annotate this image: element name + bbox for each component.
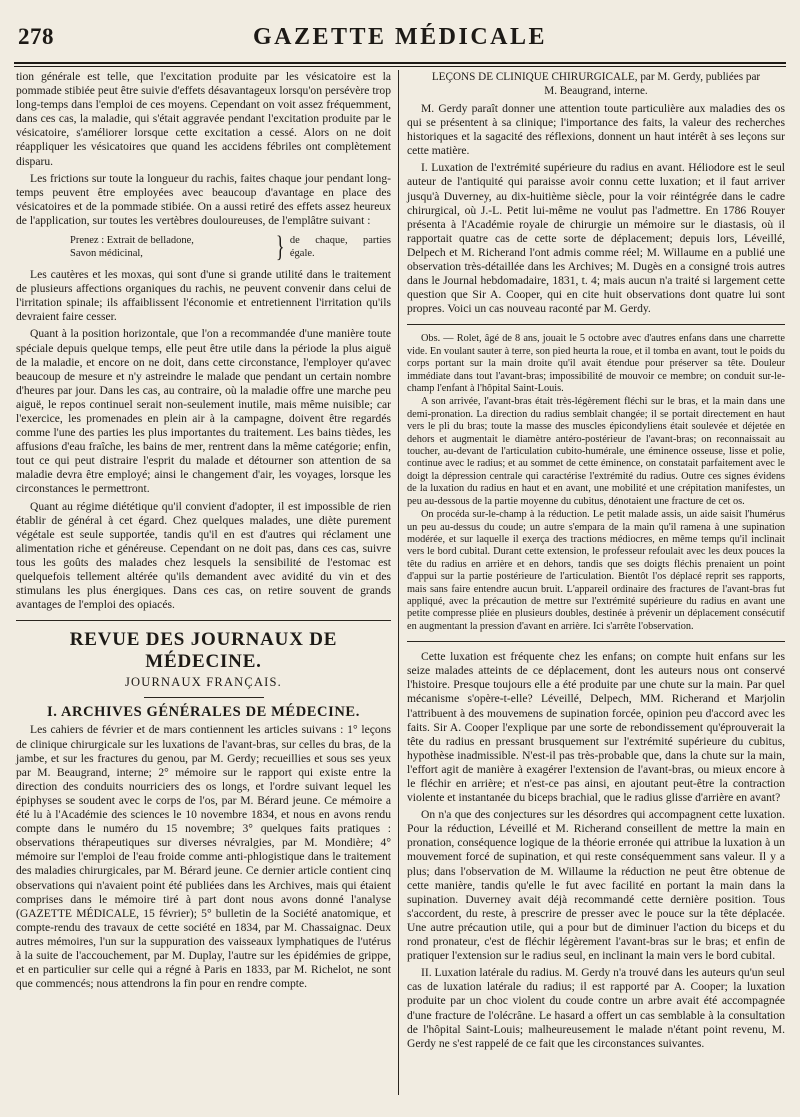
running-title: GAZETTE MÉDICALE <box>252 24 548 50</box>
paragraph: Quant au régime diététique qu'il convient d'adopter, il est impossible de rien établir de général à cet égard. Chez quelques malades, une diète purement végétale est seule supportée, tandis qu'il en est d'autres qui réclament une alimentation riche et généreuse. Cependant on ne doit pas, dans ces cas, suivre tous les goûts des malades chez lesquels la sensibilité de l'estomac est quelquefois tellement altérée qu'ils demandent avec avidité du vin et des stimulans les plus énergiques. Dans ces cas, on retire souvent de grands avantages de l'emploi des opiacés. <box>16 499 391 612</box>
article-heading-line: M. Beaugrand, interne. <box>544 85 648 97</box>
observation-block <box>407 333 785 633</box>
article-heading-line: LEÇONS DE CLINIQUE CHIRURGICALE, par M. Gerdy, publiées par <box>431 71 761 83</box>
paragraph: Les frictions sur toute la longueur du rachis, faites chaque jour pendant long-temps peuvent être employées avec beaucoup d'avantage en place des vésicatoires et de la pommade stibiée. On a aussi retiré des effets assez heureux de l'application, sur toutes les vertèbres douloureuses, de l'emplâtre suivant : <box>16 171 391 227</box>
paragraph: Quant à la position horizontale, que l'on a recommandée d'une manière toute spéciale depuis quelque temps, elle peut être utile dans la période la plus aiguë de la maladie, et encore on ne doit, dans cette circonstance, l'employer qu'avec beaucoup de mesure et n'y astreindre le malade que pendant un certain nombre d'heures par jour. Dans les cas, au contraire, où la maladie offre une marche peu aiguë, le repos continuel serait non-seulement inutile, mais même nuisible; car l'exercice, les promenades en plein air à la campagne, doivent être regardés comme l'une des parties les plus importantes du traitement. Les bains tièdes, les affusions d'eau fraîche, les bains de mer, rentrent dans la même catégorie; enfin, tout ce qui peut distraire l'esprit du malade et détourner son attention de sa maladie devra être employé; ainsi le changement d'air, les voyages, lorsque les circonstances le permettront. <box>16 327 391 496</box>
recipe-item: Prenez : Extrait de belladone, <box>70 235 194 247</box>
section-rule <box>16 620 391 621</box>
paragraph: Cette luxation est fréquente chez les enfans; on compte huit enfans sur les seize malades atteints de ce déplacement, dont les auteurs nous ont conservé l'histoire. Presque toujours elle a été produite par une chute sur la main. Par quel mécanisme s'opère-t-elle? Léveillé, Delpech, MM. Richerand et Marjolin l'attribuent à des mouvemens de supination forcée, opinion peu d'accord avec les faits. Sir A. Cooper l'explique par une sorte de rebondissement qu'éprouverait la tête du radius en pressant brusquement sur l'extrémité supérieure du cubitus, hypothèse inadmissible. N'est-il pas très-probable que, dans la chute sur la main, l'effort agit de manière à exagérer l'extension de l'avant-bras, ou mieux encore à le fléchir en arrière; et n'est-ce pas ainsi, en ajoutant peut-être la contraction violente et instantanée du biceps brachial, que le radius glisse d'arrière en avant? <box>407 650 785 805</box>
observation-paragraph: On procéda sur-le-champ à la réduction. Le petit malade assis, un aide saisit l'humérus un peu au-dessus du coude; un autre s'empara de la main qu'il ramena à une supination modérée, et sur laquelle il exerça des tractions médiocres, en même temps qu'il inclinait vers le bord cubital. Durant cette extension, le professeur refoulait avec les deux pouces la tête du radius en arrière et en dehors, tandis que ses doigts fléchis prenaient un point d'appui sur la partie postérieure de l'articulation. Bientôt l'os déplacé reprit ses rapports, mais sans faire entendre aucun bruit. L'appareil ordinaire des fractures de l'avant-bras fut appliqué, avec la précaution de mettre sur l'extrémité supérieure du radius en avant une petite compresse pliée en plusieurs doubles, destinée à prévenir un déplacement consécutif en augmentant la pression d'avant en arrière. Ici s'arrête l'observation. <box>407 509 785 632</box>
column-divider <box>398 70 399 1095</box>
observation-paragraph: Obs. — Rolet, âgé de 8 ans, jouait le 5 octobre avec d'autres enfans dans une charrette vide. En voulant sauter à terre, son pied heurta la roue, et il tomba en avant, tout le poids du corps portant sur la main droite qu'il avait étendue pour préserver sa tête. Douleur immédiate dans tout l'avant-bras; impossibilité de mouvoir ce membre; on conduit sur-le-champ l'enfant à l'hôpital Saint-Louis. <box>407 333 785 395</box>
paragraph: II. Luxation latérale du radius. M. Gerdy n'a trouvé dans les auteurs qu'un seul cas de luxation latérale du radius; il est rapporté par A. Cooper; la luxation produite par un choc violent du coude contre un arbre avait été accompagnée d'une fracture de l'olécrâne. Le hasard a offert un cas semblable à la consultation de l'hôpital Saint-Louis; malheureusement le malade n'étant point revenu, M. Gerdy ne s'est rappelé de ce fait que les circonstances suivantes. <box>407 966 785 1050</box>
paragraph: Les cautères et les moxas, qui sont d'une si grande utilité dans le traitement de plusieurs affections organiques du rachis, ne peuvent convenir dans celui de l'irritation spinale; ils affaiblissent l'économie et entretiennent l'irritation qu'ils devraient faire cesser. <box>16 268 391 324</box>
section-subtitle: JOURNAUX FRANÇAIS. <box>124 675 283 690</box>
page-number: 278 <box>18 24 54 49</box>
page-header <box>14 20 786 60</box>
right-column <box>407 70 785 1054</box>
observation-rule <box>407 641 785 642</box>
recipe-item: Savon médicinal, <box>70 248 143 260</box>
section-title: REVUE DES JOURNAUX DE MÉDECINE. <box>69 629 338 673</box>
paragraph: On n'a que des conjectures sur les désordres qui accompagnent cette luxation. Pour la réduction, Léveillé et M. Richerand conseillent de mettre la main en pronation, conséquence logique de la théorie erronée qui attribue la luxation à un mouvement forcé de supination, et qui reste conséquemment sans valeur. Il y a plus; dans l'observation de M. Willaume la réduction ne peut être obtenue de cette manière, tandis qu'elle le fut avec facilité en portant la main dans la supination. Duverney avait déjà recommandé cette dernière position. Tous s'accordent, du reste, à prescrire de presser avec le pouce sur la tête déplacée. Une autre précaution utile, qui a pour but de diminuer l'action du biceps et du rond pronateur, c'est de fléchir légèrement l'avant-bras sur le bras; et enfin de pratiquer l'extension sur le radius seul, en inclinant la main vers le bord cubital. <box>407 808 785 963</box>
paragraph: Les cahiers de février et de mars contiennent les articles suivans : 1° leçons de clinique chirurgicale sur les luxations de l'avant-bras, sur celles du bras, de la jambe, et sur les fractures du genou, par M. Gerdy; recueillies et sous ses yeux par M. Beaugrand, interne; 2° mémoire sur le rapport qui existe entre la direction des conduits nourriciers des os longs, et l'ordre suivant lequel les épiphyses se soudent avec le corps de l'os, par M. Bérard jeune. Ce mémoire a été lu à l'Académie des sciences le 10 novembre 1834, et nous en avons rendu compte dans le numéro du 15 novembre; 3° quelques faits pratiques : observations thérapeutiques sur diverses névralgies, par M. Mondière; 4° mémoire sur l'emploi de l'eau froide comme anti-phlogistique dans le traitement des maladies chirurgicales, par M. Bérard jeune. Ce dernier article contient cinq observations qui n'avaient point été publiées dans les Archives, mais qui étaient comprises dans le mémoire tiré à part dont nous avons donné l'analyse (GAZETTE MÉDICALE, 15 février); 5° bulletin de la Société anatomique, et compte-rendu des travaux de cette société en 1834, par M. Chassaignac. Deux autres mémoires, l'un sur la suppuration des vaisseaux lymphatiques de l'utérus à la suite de l'accouchement, par M. Duplay, l'autre sur les épidémies de grippe, et en particulier sur celle qui a régné à Paris en 1833, par M. Richelot, ne sont que commencés; nous attendrons la fin pour en rendre compte. <box>16 723 391 991</box>
subsection-heading: I. ARCHIVES GÉNÉRALES DE MÉDECINE. <box>47 704 360 721</box>
article-heading <box>407 70 785 98</box>
short-rule <box>144 697 264 698</box>
recipe-formula <box>16 230 391 264</box>
observation-paragraph: A son arrivée, l'avant-bras était très-légèrement fléchi sur le bras, et la main dans une demi-pronation. La direction du radius semblait changée; il se portait directement en haut vers le pli du bras; toute la masse des muscles épicondyliens était soulevée et déjetée en dehors et augmentait le diamètre antéro-postérieur de l'avant-bras; on reconnaissait au toucher, au-devant de l'articulation cubito-humérale, une éminence osseuse, lisse et polie, continue avec le radius; et au sommet de cette éminence, on constatait parfaitement avec le doigt la dépression centrale qui caractérise l'extrémité du radius. Outre ces signes évidens de la luxation du radius en haut et en avant, une mobilité et une crépitation manifestes, un peu au-dessous de la partie moyenne du cubitus, dénotaient une fracture de cet os. <box>407 396 785 507</box>
recipe-quantity: de chaque, parties égale. <box>289 235 391 260</box>
paragraph: M. Gerdy paraît donner une attention toute particulière aux maladies des os qui se présentent à sa clinique; l'importance des faits, la valeur des recherches historiques et la sagacité des réflexions, donnent un haut intérêt à ses leçons sur cette matière. <box>407 102 785 158</box>
header-rule <box>14 62 786 67</box>
brace-glyph: } <box>276 230 285 264</box>
observation-rule <box>407 324 785 325</box>
paragraph: tion générale est telle, que l'excitation produite par les vésicatoire est la pommade stibiée peut être suivie d'effets désavantageux lorsqu'on persévère trop long-temps dans l'emploi de ces moyens. Cependant on voit assez fréquemment, dans ces cas, la maladie, qui s'était aggravée pendant l'excitation produite par le vésicatoire, s'améliorer lorsque cette excitation a cessé. Alors on ne doit réappliquer les vésicatoires que quand les accidens fébriles ont complètement disparu. <box>16 70 391 168</box>
paragraph: I. Luxation de l'extrémité supérieure du radius en avant. Héliodore est le seul auteur de l'antiquité qui paraisse avoir connu cette luxation; et il faut arriver jusqu'à Duverney, au dix-huitième siècle, pour la voir réintégrée dans le cadre chirurgical, où J.-L. Petit lui-même ne voulut pas l'admettre. En 1786 Rouyer présenta à l'Académie royale de chirurgie un mémoire sur le diastasis, où il rapportait quatre cas de cette sorte de déplacement; depuis lors, Léveillé, Delpech et M. Richerand l'ont admis comme réel; M. Willaume en a publié une observation très-détaillée dans les Archives; M. Dugès en a consigné trois autres dans le Journal hebdomadaire, 1831, t. 4; mais aucun n'a traité si largement cette question que Sir A. Cooper, qui en cite huit observations dont quatre lui sont propres. Voici un cas nouveau raconté par M. Gerdy. <box>407 161 785 316</box>
left-column <box>16 70 391 994</box>
